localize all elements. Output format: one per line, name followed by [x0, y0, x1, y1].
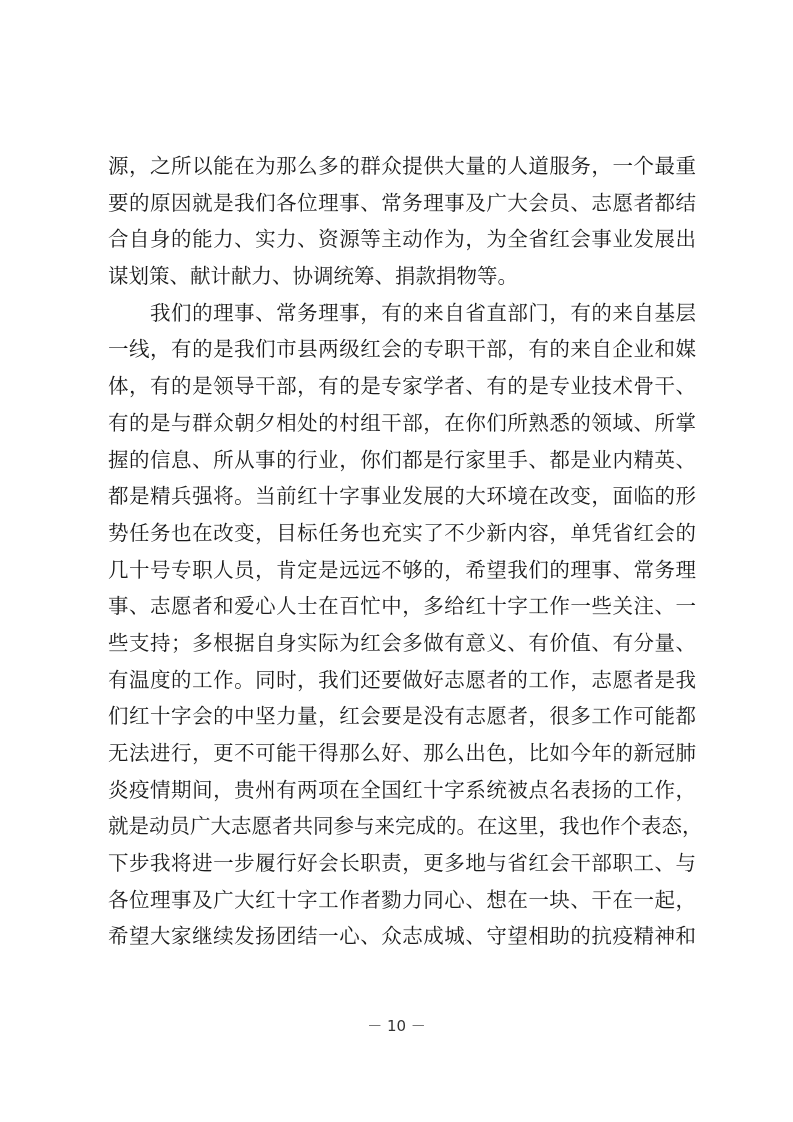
- text-line: 炎疫情期间，贵州有两项在全国红十字系统被点名表扬的工作，: [108, 777, 696, 802]
- text-line: 些支持；多根据自身实际为红会多做有意义、有价值、有分量、: [108, 630, 696, 655]
- text-line: 无法进行，更不可能干得那么好、那么出色，比如今年的新冠肺: [108, 741, 696, 765]
- text-line: 都是精兵强将。当前红十字事业发展的大环境在改变，面临的形: [108, 484, 696, 509]
- text-line: 几十号专职人员，肯定是远远不够的，希望我们的理事、常务理: [108, 557, 696, 582]
- text-line: 有的是与群众朝夕相处的村组干部，在你们所熟悉的领域、所掌: [108, 410, 696, 435]
- text-line: 事、志愿者和爱心人士在百忙中，多给红十字工作一些关注、一: [108, 594, 696, 619]
- text-line: 有温度的工作。同时，我们还要做好志愿者的工作，志愿者是我: [108, 667, 696, 692]
- text-line: 合自身的能力、实力、资源等主动作为，为全省红会事业发展出: [108, 227, 696, 252]
- text-line: 就是动员广大志愿者共同参与来完成的。在这里，我也作个表态，: [108, 814, 703, 839]
- body-text: [108, 148, 703, 955]
- text-line: 要的原因就是我们各位理事、常务理事及广大会员、志愿者都结: [108, 190, 696, 215]
- text-line: 源，之所以能在为那么多的群众提供大量的人道服务，一个最重: [108, 154, 696, 178]
- text-line: 势任务也在改变，目标任务也充实了不少新内容，单凭省红会的: [108, 520, 696, 545]
- text-line: 一线，有的是我们市县两级红会的专职干部，有的来自企业和媒: [108, 337, 696, 362]
- text-line: 体，有的是领导干部，有的是专家学者、有的是专业技术骨干、: [108, 374, 696, 399]
- text-line: 各位理事及广大红十字工作者勠力同心、想在一块、干在一起，: [108, 887, 696, 912]
- text-line: 下步我将进一步履行好会长职责，更多地与省红会干部职工、与: [108, 851, 696, 876]
- page-number: － 10 －: [367, 1017, 426, 1035]
- text-line: 握的信息、所从事的行业，你们都是行家里手、都是业内精英、: [108, 447, 696, 472]
- text-line: 我们的理事、常务理事，有的来自省直部门，有的来自基层: [108, 300, 696, 325]
- text-line: 们红十字会的中坚力量，红会要是没有志愿者，很多工作可能都: [108, 704, 696, 729]
- text-line: 希望大家继续发扬团结一心、众志成城、守望相助的抗疫精神和: [108, 924, 696, 949]
- text-line: 谋划策、献计献力、协调统筹、捐款捐物等。: [108, 264, 518, 289]
